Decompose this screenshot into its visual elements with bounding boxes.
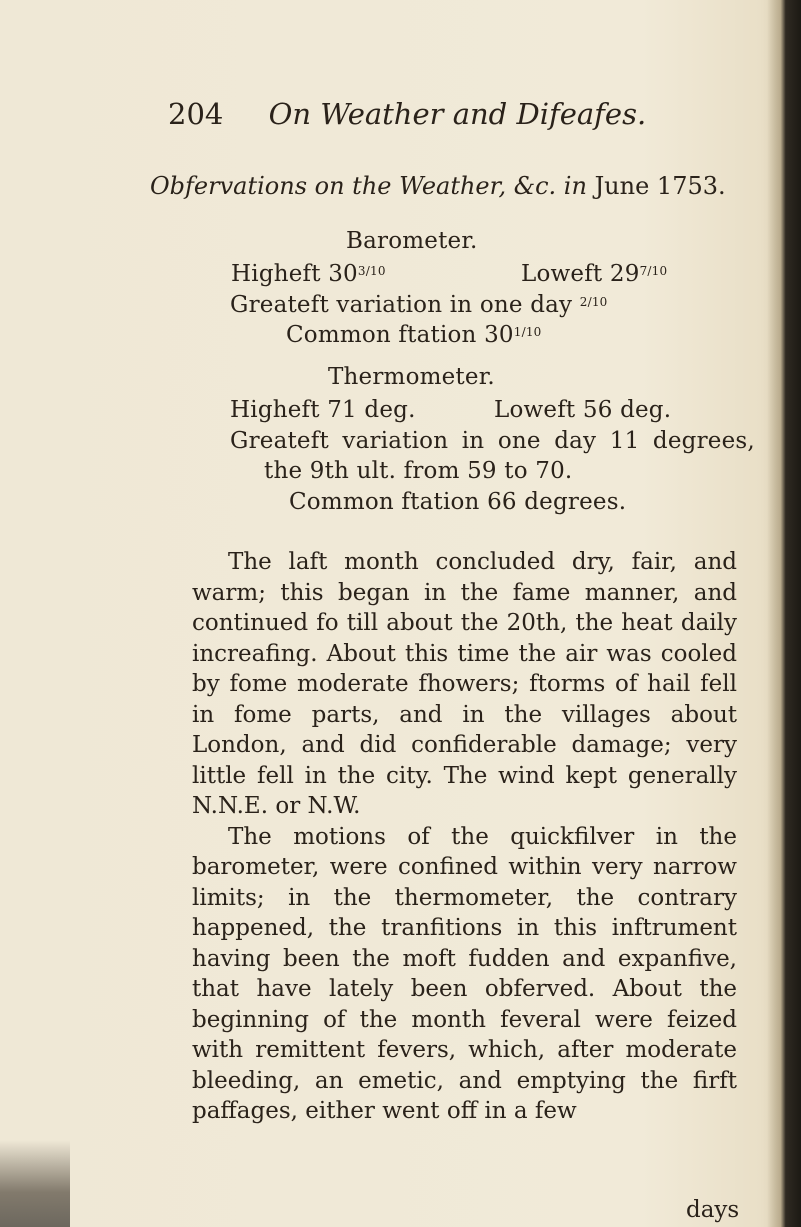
barometer-highest: Higheft $30^{3/10}$ bbox=[231, 261, 386, 287]
observations-title bbox=[150, 172, 726, 200]
fraction: 2/10 bbox=[579, 295, 608, 309]
fraction: 1/10 bbox=[513, 325, 542, 339]
page-corner-shadow bbox=[0, 1140, 70, 1227]
fraction: 7/10 bbox=[639, 264, 668, 278]
thermometer-heading: Thermometer. bbox=[328, 364, 495, 390]
paragraph: The laft month concluded dry, fair, and warm; this began in the fame manner, and continued fo till about the 20th, the heat daily increafing. About this time the air was cooled by fome moderate fhowers; ftorms of hail fell in fome parts, and in the villages about London, and did confiderable damage; very little fell in the city. The wind kept generally N.N.E. or N.W. bbox=[192, 549, 737, 819]
page-edge-shadow bbox=[767, 0, 801, 1227]
title-main: Obfervations on the Weather, &c. in bbox=[150, 172, 587, 200]
barometer-lowest: Loweft $29^{7/10}$ bbox=[521, 261, 668, 287]
thermometer-variation-detail: the 9th ult. from 59 to 70. bbox=[264, 458, 573, 484]
barometer-heading: Barometer. bbox=[346, 228, 478, 254]
body-text bbox=[192, 547, 737, 1127]
page-number: 204 bbox=[168, 97, 224, 131]
barometer-variation: Greateft variation in one day $^{2/10}$ bbox=[230, 292, 608, 318]
title-date: June 1753. bbox=[594, 172, 726, 200]
thermometer-lowest: Loweft 56 deg. bbox=[494, 397, 672, 423]
catchword: days bbox=[686, 1197, 740, 1223]
fraction: 3/10 bbox=[357, 264, 386, 278]
thermometer-common: Common ftation 66 degrees. bbox=[289, 489, 627, 515]
thermometer-highest: Higheft 71 deg. bbox=[230, 397, 416, 423]
barometer-common: Common ftation $30^{1/10}$ bbox=[286, 322, 542, 348]
running-header bbox=[168, 97, 646, 131]
running-title: On Weather and Difeafes. bbox=[268, 97, 647, 131]
paragraph: The motions of the quickfilver in the barometer, were confined within very narrow limits; in the thermometer, the contrary happened, the tranfitions in this inftrument having been the moft fudden and expanfive, that have lately been obferved. About the beginning of the month feveral were feized with remittent fevers, which, after moderate bleeding, an emetic, and emptying the firft paffages, either went off in a few bbox=[192, 823, 737, 1124]
thermometer-variation: Greateft variation in one day 11 degrees, bbox=[230, 428, 755, 454]
